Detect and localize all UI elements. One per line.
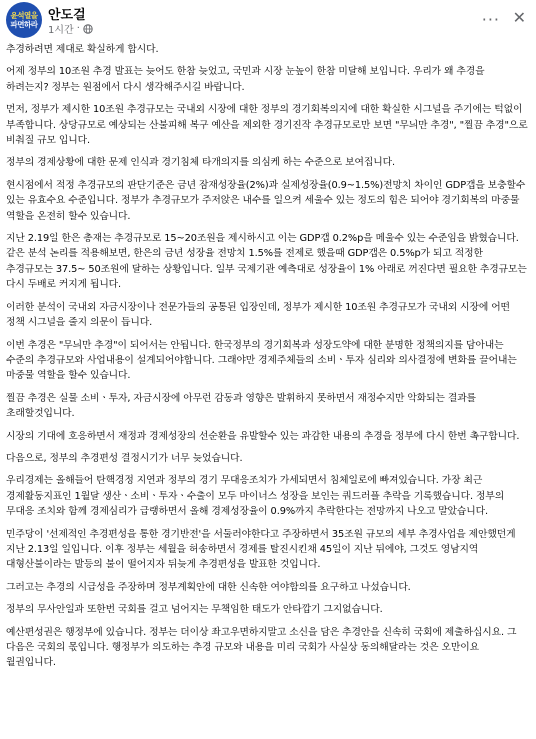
post-paragraph: 찔끔 추경은 실물 소비ㆍ투자, 자금시장에 아무런 감동과 영향은 발휘하지 못하면서 재정수지만 악화되는 결과를 초래할것입니다.: [6, 392, 476, 420]
post-time[interactable]: 1시간: [48, 25, 74, 36]
globe-icon: [83, 24, 93, 34]
post-header: [0, 0, 536, 40]
post-paragraph: 이러한 분석이 국내외 자금시장이나 전문가들의 공통된 입장인데, 정부가 제시한 10조원 추경규모가 국내외 시장에 어떤 정책 시그널을 줄지 의문이 듭니다.: [6, 301, 510, 329]
post-paragraph: 정부의 무사안일과 또한번 국회를 걸고 넘어지는 무책임한 태도가 안타깝기 그지없습니다.: [6, 604, 383, 616]
post-paragraph: 어제 정부의 10조원 추경 발표는 늦어도 한참 늦었고, 국민과 시장 눈높이 한참 미달해 보입니다. 우리가 왜 추경을 하려는지? 정부는 원점에서 다시 생각해주시길 바랍니다.: [6, 66, 485, 93]
post-paragraph: 민주당이 '선제적인 추경편성을 통한 경기반전'을 서둘러야한다고 주장하면서 35조원 규모의 세부 추경사업을 제안했던게 지난 2.13일 일입니다. 이후 정부는 세월을 허송하면서 경제를 탈진시킨채 45일이 지난 뒤에야, 그것도 영남지역 대형산불이라는 발등의 불이 떨어지자 뒤늦게 추경편성을 발표한 것입니다.: [6, 528, 516, 571]
post-paragraph: 이번 추경은 "무늬만 추경"이 되어서는 안됩니다. 한국정부의 경기회복과 성장도약에 대한 분명한 정책의지를 담아내는 수준의 추경규모와 사업내용이 설계되어야합니다. 그래야만 경제주체들의 소비ㆍ투자 심리와 의사결정에 변화를 끌어내는 마중물 역할을 할수 있습니다.: [6, 339, 517, 382]
avatar-text-line: 윤석열을: [10, 11, 38, 20]
more-icon[interactable]: ···: [481, 10, 500, 29]
post-meta: [48, 21, 93, 36]
meta-separator: ·: [76, 23, 80, 34]
avatar[interactable]: [6, 2, 42, 38]
post-paragraph: 그러고는 추경의 시급성을 주장하며 정부계획안에 대한 신속한 여야합의를 요구하고 나섰습니다.: [6, 581, 411, 593]
post-paragraph: 먼저, 정부가 제시한 10조원 추경규모는 국내외 시장에 대한 정부의 경기회복의지에 대한 확실한 시그널을 주기에는 턱없이 부족합니다. 상당규모로 예상되는 산불피해 복구 예산을 제외한 경기진작 추경규모로만 보면 "무늬만 추경", "찔끔 추경"으로 비춰질 규모 입니다.: [6, 104, 528, 147]
avatar-text-line: 파면하라: [10, 20, 38, 29]
close-icon[interactable]: ✕: [512, 8, 526, 27]
author-name[interactable]: 안도걸: [48, 8, 86, 23]
post-paragraph: 지난 2.19일 한은 총재는 추경규모로 15~20조원을 제시하시고 이는 GDP갭 0.2%p을 메울수 있는 수준임을 밝혔습니다. 같은 분석 논리를 적용해보면, 한은의 금년 성장율 전망치 1.5%를 전제로 했을때 GDP갭은 0.5%p가 되고 적정한 추경규모는 37.5~ 50조원에 달하는 상황입니다. 일부 국제기관 예측대로 성장율이 1% 아래로 꺼진다면 필요한 추경규모는 다시 두배로 커지게 됩니다.: [6, 233, 527, 291]
post-paragraph: 현시점에서 적정 추경규모의 판단기준은 금년 잠재성장율(2%)과 실제성장율(0.9~1.5%)전망치 차이인 GDP갭을 보충할수 있는 유효수요 수준입니다. 정부가 추경규모가 주저앉은 내수를 일으켜 세울수 있는 정도의 힘은 되어야 경기회복의 마중물 역할을 온전히 할수 있습니다.: [6, 179, 526, 222]
post-body: [6, 42, 530, 678]
post-paragraph: 정부의 경제상황에 대한 문제 인식과 경기침체 타개의지를 의심케 하는 수준으로 보여집니다.: [6, 157, 395, 169]
post-paragraph: 우리경제는 올해들어 탄핵경정 지연과 정부의 경기 무대응조치가 가세되면서 침체일로에 빠져있습니다. 가장 최근 경제활동지표인 1월달 생산ㆍ소비ㆍ투자ㆍ수출이 모두 마이너스 성장을 보인는 쿼드러플 추락을 기록했습니다. 정부의 무대응 조치와 함께 경제심리가 급랭하면서 올해 경제성장율이 0.9%까지 추락한다는 전망까지 나오고 말았습니다.: [6, 475, 505, 518]
post-paragraph: 다음으로, 정부의 추경편성 결정시기가 너무 늦었습니다.: [6, 452, 243, 464]
post-paragraph: 예산편성권은 행정부에 있습니다. 정부는 더이상 좌고우면하지말고 소신을 담은 추경안을 신속히 국회에 제출하십시요. 그 다음은 국회의 몫입니다. 행정부가 의도하는 추경 규모와 내용을 미리 국회가 사실상 동의해달라는 것은 오만이요 월권입니다.: [6, 626, 517, 669]
post-paragraph: 시장의 기대에 호응하면서 재정과 경제성장의 선순환을 유발할수 있는 과감한 내용의 추경을 정부에 다시 한번 촉구합니다.: [6, 430, 520, 442]
post-paragraph: 추경하려면 제대로 확실하게 합시다.: [6, 44, 159, 55]
